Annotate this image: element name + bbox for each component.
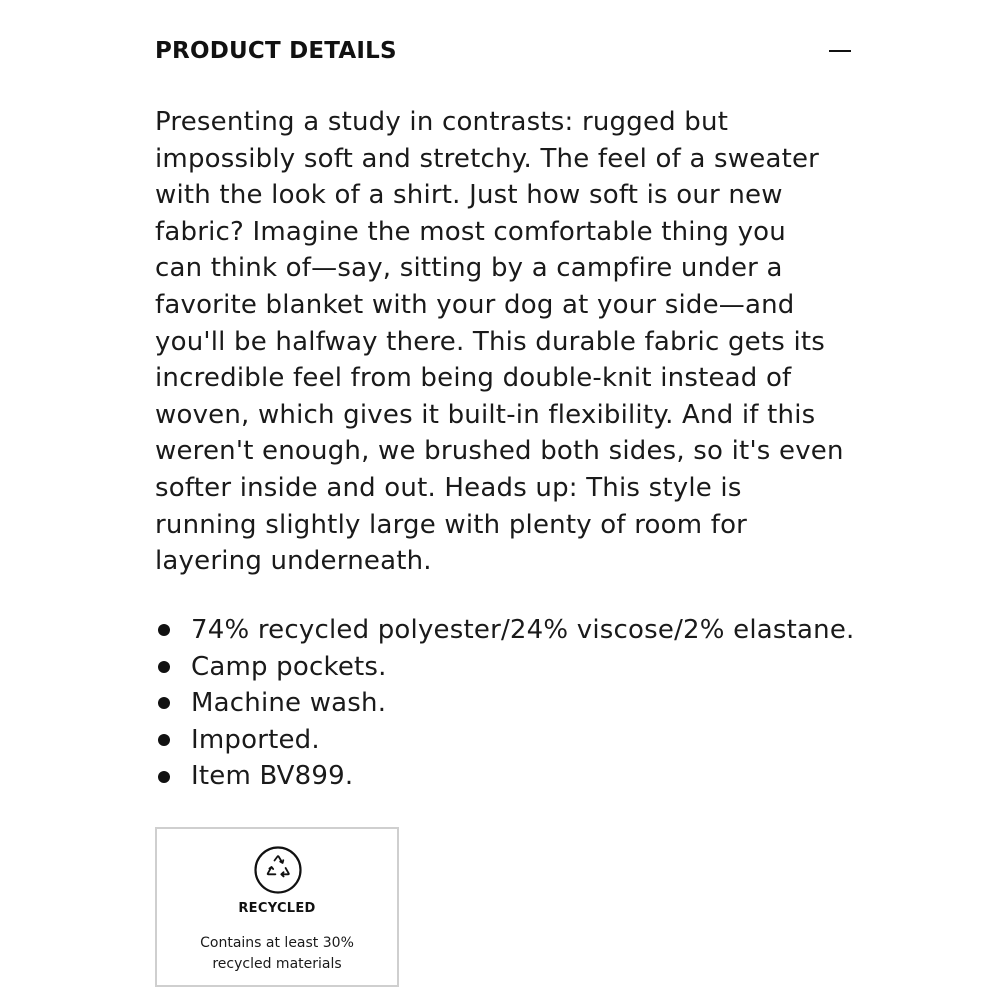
recycled-badge	[155, 827, 399, 987]
description-line: favorite blanket with your dog at your side—and	[155, 289, 795, 320]
badge-description-line: Contains at least 30%	[200, 935, 354, 951]
feature-text: Machine wash.	[191, 688, 387, 719]
product-description	[155, 104, 865, 580]
description-line: Presenting a study in contrasts: rugged but	[155, 107, 729, 137]
list-item	[155, 758, 875, 795]
feature-text: 74% recycled polyester/24% viscose/2% elastane.	[191, 615, 855, 645]
description-line: running slightly large with plenty of room for	[155, 509, 748, 540]
description-line: weren't enough, we brushed both sides, so it's even	[155, 436, 844, 467]
description-line: can think of—say, sitting by a campfire under a	[155, 253, 783, 284]
list-item	[155, 649, 875, 686]
description-line: softer inside and out. Heads up: This style is	[155, 472, 742, 503]
feature-list	[155, 612, 875, 795]
section-title: PRODUCT DETAILS	[155, 38, 397, 64]
bullet-icon	[158, 661, 170, 673]
product-details-header[interactable]	[155, 30, 855, 72]
description-line: with the look of a shirt. Just how soft is our new	[155, 180, 783, 211]
description-line: fabric? Imagine the most comfortable thing you	[155, 216, 786, 247]
collapse-toggle-button[interactable]	[827, 38, 853, 64]
minus-icon	[829, 50, 851, 52]
description-line: layering underneath.	[155, 546, 432, 577]
recycle-icon	[254, 846, 302, 894]
description-line: woven, which gives it built-in flexibility. And if this	[155, 399, 816, 430]
list-item	[155, 685, 875, 722]
feature-text: Camp pockets.	[191, 651, 387, 682]
description-line: you'll be halfway there. This durable fabric gets its	[155, 326, 826, 357]
feature-text: Imported.	[191, 724, 320, 755]
badge-title: RECYCLED	[238, 901, 316, 916]
description-line: incredible feel from being double-knit instead of	[155, 363, 792, 394]
description-line: impossibly soft and stretchy. The feel of a sweater	[155, 143, 820, 174]
bullet-icon	[158, 624, 170, 636]
feature-text: Item BV899.	[191, 761, 354, 792]
bullet-icon	[158, 771, 170, 783]
badge-description	[157, 933, 397, 975]
badge-description-line: recycled materials	[212, 956, 342, 972]
list-item	[155, 612, 875, 649]
list-item	[155, 722, 875, 759]
bullet-icon	[158, 734, 170, 746]
bullet-icon	[158, 697, 170, 709]
